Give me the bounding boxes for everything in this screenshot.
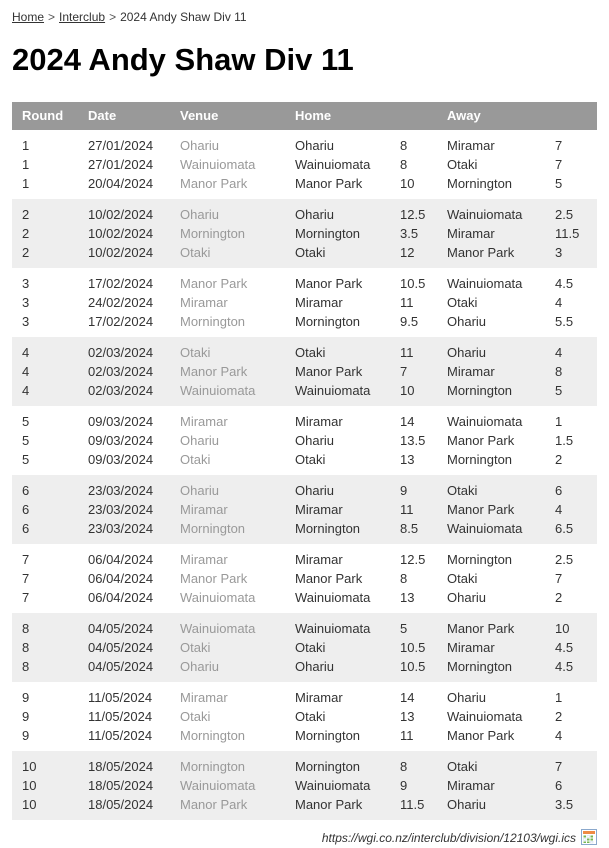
away-score-cell: 4.5 xyxy=(555,276,574,291)
home-team-cell: Ohariu xyxy=(295,207,335,222)
date-cell: 11/05/2024 xyxy=(88,690,153,705)
table-row xyxy=(12,155,597,174)
round-group xyxy=(12,475,597,544)
table-row xyxy=(12,312,597,337)
venue-cell: Wainuiomata xyxy=(180,157,256,172)
round-cell: 2 xyxy=(22,226,30,241)
home-score-cell: 11 xyxy=(400,345,414,360)
away-team-cell: Wainuiomata xyxy=(447,709,523,724)
round-group xyxy=(12,682,597,751)
round-cell: 1 xyxy=(22,138,30,153)
away-team-cell: Ohariu xyxy=(447,314,487,329)
venue-cell: Mornington xyxy=(180,728,246,743)
home-score-cell: 12.5 xyxy=(400,552,426,567)
breadcrumb-separator: > xyxy=(48,10,56,24)
calendar-icon[interactable] xyxy=(581,829,597,848)
away-score-cell: 2 xyxy=(555,452,563,467)
fixtures-table xyxy=(12,102,597,820)
ics-url-link[interactable]: https://wgi.co.nz/interclub/division/12103/wgi.ics xyxy=(321,831,576,845)
date-cell: 27/01/2024 xyxy=(88,157,154,172)
date-cell: 02/03/2024 xyxy=(88,364,154,379)
away-score-cell: 7 xyxy=(555,157,563,172)
away-team-cell: Otaki xyxy=(447,759,478,774)
round-cell: 1 xyxy=(22,176,30,191)
table-row xyxy=(12,293,597,312)
table-row xyxy=(12,337,597,362)
round-group xyxy=(12,268,597,337)
home-score-cell: 12.5 xyxy=(400,207,426,222)
column-header-round: Round xyxy=(12,102,78,130)
home-team-cell: Mornington xyxy=(295,728,361,743)
home-team-cell: Mornington xyxy=(295,314,361,329)
home-score-cell: 8 xyxy=(400,759,408,774)
venue-cell: Ohariu xyxy=(180,138,220,153)
round-cell: 5 xyxy=(22,452,30,467)
home-team-cell: Mornington xyxy=(295,226,361,241)
away-score-cell: 7 xyxy=(555,571,563,586)
date-cell: 02/03/2024 xyxy=(88,345,154,360)
away-team-cell: Wainuiomata xyxy=(447,414,523,429)
away-team-cell: Otaki xyxy=(447,157,478,172)
round-cell: 4 xyxy=(22,364,30,379)
round-cell: 6 xyxy=(22,483,30,498)
away-team-cell: Manor Park xyxy=(447,728,515,743)
away-team-cell: Wainuiomata xyxy=(447,207,523,222)
table-row xyxy=(12,243,597,268)
round-cell: 2 xyxy=(22,245,30,260)
home-team-cell: Wainuiomata xyxy=(295,621,371,636)
venue-cell: Wainuiomata xyxy=(180,590,256,605)
venue-cell: Manor Park xyxy=(180,176,248,191)
table-row xyxy=(12,707,597,726)
home-team-cell: Wainuiomata xyxy=(295,778,371,793)
date-cell: 09/03/2024 xyxy=(88,414,154,429)
venue-cell: Miramar xyxy=(180,295,228,310)
round-group xyxy=(12,199,597,268)
away-score-cell: 4 xyxy=(555,728,563,743)
venue-cell: Ohariu xyxy=(180,207,220,222)
home-score-cell: 8.5 xyxy=(400,521,419,536)
round-cell: 6 xyxy=(22,521,30,536)
venue-cell: Ohariu xyxy=(180,659,220,674)
round-cell: 7 xyxy=(22,552,30,567)
away-score-cell: 3 xyxy=(555,245,563,260)
away-score-cell: 7 xyxy=(555,759,563,774)
date-cell: 11/05/2024 xyxy=(88,728,153,743)
table-row xyxy=(12,613,597,638)
home-team-cell: Mornington xyxy=(295,759,361,774)
table-row xyxy=(12,406,597,431)
venue-cell: Wainuiomata xyxy=(180,778,256,793)
home-team-cell: Wainuiomata xyxy=(295,157,371,172)
date-cell: 24/02/2024 xyxy=(88,295,154,310)
table-row xyxy=(12,431,597,450)
round-cell: 9 xyxy=(22,728,30,743)
date-cell: 18/05/2024 xyxy=(88,778,154,793)
home-score-cell: 10.5 xyxy=(400,659,426,674)
round-cell: 8 xyxy=(22,659,30,674)
round-cell: 7 xyxy=(22,590,30,605)
home-score-cell: 7 xyxy=(400,364,408,379)
table-row xyxy=(12,500,597,519)
home-score-cell: 8 xyxy=(400,138,408,153)
home-score-cell: 8 xyxy=(400,157,408,172)
date-cell: 06/04/2024 xyxy=(88,571,154,586)
home-team-cell: Mornington xyxy=(295,521,361,536)
home-team-cell: Miramar xyxy=(295,502,343,517)
away-score-cell: 4.5 xyxy=(555,659,574,674)
table-row xyxy=(12,569,597,588)
home-team-cell: Ohariu xyxy=(295,138,335,153)
venue-cell: Manor Park xyxy=(180,797,248,812)
away-score-cell: 4.5 xyxy=(555,640,574,655)
venue-cell: Wainuiomata xyxy=(180,383,256,398)
home-team-cell: Ohariu xyxy=(295,483,335,498)
venue-cell: Mornington xyxy=(180,759,246,774)
venue-cell: Otaki xyxy=(180,452,211,467)
round-cell: 5 xyxy=(22,414,30,429)
venue-cell: Mornington xyxy=(180,521,246,536)
away-team-cell: Mornington xyxy=(447,176,513,191)
away-team-cell: Otaki xyxy=(447,483,478,498)
ics-footer xyxy=(12,829,597,848)
venue-cell: Otaki xyxy=(180,640,211,655)
away-score-cell: 1 xyxy=(555,690,563,705)
home-team-cell: Otaki xyxy=(295,640,326,655)
home-team-cell: Miramar xyxy=(295,690,343,705)
venue-cell: Miramar xyxy=(180,414,228,429)
away-team-cell: Manor Park xyxy=(447,245,515,260)
away-score-cell: 2 xyxy=(555,590,563,605)
table-row xyxy=(12,519,597,544)
home-score-cell: 13 xyxy=(400,590,415,605)
home-score-cell: 13 xyxy=(400,452,415,467)
date-cell: 23/03/2024 xyxy=(88,521,154,536)
away-team-cell: Miramar xyxy=(447,226,495,241)
table-row xyxy=(12,751,597,776)
breadcrumb-link-home[interactable]: Home xyxy=(12,10,45,24)
away-team-cell: Mornington xyxy=(447,383,513,398)
home-score-cell: 10 xyxy=(400,383,415,398)
table-row xyxy=(12,362,597,381)
date-cell: 04/05/2024 xyxy=(88,640,154,655)
round-cell: 9 xyxy=(22,690,30,705)
home-score-cell: 11.5 xyxy=(400,797,425,812)
home-score-cell: 9 xyxy=(400,778,408,793)
date-cell: 10/02/2024 xyxy=(88,207,154,222)
home-score-cell: 13 xyxy=(400,709,415,724)
round-cell: 10 xyxy=(22,797,37,812)
home-team-cell: Otaki xyxy=(295,709,326,724)
date-cell: 17/02/2024 xyxy=(88,276,154,291)
round-cell: 10 xyxy=(22,759,37,774)
venue-cell: Manor Park xyxy=(180,571,248,586)
table-row xyxy=(12,657,597,682)
page-title: 2024 Andy Shaw Div 11 xyxy=(12,42,354,77)
table-row xyxy=(12,381,597,406)
venue-cell: Otaki xyxy=(180,245,211,260)
home-team-cell: Manor Park xyxy=(295,276,363,291)
away-score-cell: 2 xyxy=(555,709,563,724)
venue-cell: Miramar xyxy=(180,502,228,517)
home-score-cell: 11 xyxy=(400,728,414,743)
round-group xyxy=(12,544,597,613)
date-cell: 23/03/2024 xyxy=(88,483,154,498)
home-score-cell: 9.5 xyxy=(400,314,419,329)
home-score-cell: 5 xyxy=(400,621,408,636)
away-score-cell: 1 xyxy=(555,414,563,429)
round-cell: 3 xyxy=(22,314,30,329)
table-row xyxy=(12,199,597,224)
table-row xyxy=(12,588,597,613)
table-row xyxy=(12,726,597,751)
column-header-home-score xyxy=(390,102,437,130)
date-cell: 18/05/2024 xyxy=(88,797,154,812)
away-team-cell: Ohariu xyxy=(447,345,487,360)
date-cell: 18/05/2024 xyxy=(88,759,154,774)
date-cell: 09/03/2024 xyxy=(88,433,154,448)
round-cell: 8 xyxy=(22,640,30,655)
away-team-cell: Wainuiomata xyxy=(447,521,523,536)
away-score-cell: 7 xyxy=(555,138,563,153)
home-score-cell: 8 xyxy=(400,571,408,586)
home-score-cell: 3.5 xyxy=(400,226,419,241)
away-score-cell: 5 xyxy=(555,176,563,191)
round-cell: 3 xyxy=(22,295,30,310)
date-cell: 27/01/2024 xyxy=(88,138,154,153)
date-cell: 11/05/2024 xyxy=(88,709,153,724)
table-row xyxy=(12,475,597,500)
away-score-cell: 4 xyxy=(555,345,563,360)
away-team-cell: Miramar xyxy=(447,778,495,793)
away-score-cell: 1.5 xyxy=(555,433,574,448)
away-score-cell: 3.5 xyxy=(555,797,574,812)
table-row xyxy=(12,224,597,243)
column-header-home: Home xyxy=(285,102,390,130)
column-header-date: Date xyxy=(78,102,170,130)
venue-cell: Manor Park xyxy=(180,276,248,291)
round-cell: 3 xyxy=(22,276,30,291)
away-team-cell: Otaki xyxy=(447,571,478,586)
table-row xyxy=(12,638,597,657)
date-cell: 10/02/2024 xyxy=(88,245,154,260)
table-row xyxy=(12,130,597,155)
away-score-cell: 8 xyxy=(555,364,563,379)
date-cell: 06/04/2024 xyxy=(88,552,154,567)
round-cell: 10 xyxy=(22,778,37,793)
away-team-cell: Manor Park xyxy=(447,433,515,448)
round-cell: 9 xyxy=(22,709,30,724)
column-header-away-score xyxy=(545,102,597,130)
table-header-row xyxy=(12,102,597,130)
venue-cell: Mornington xyxy=(180,226,246,241)
home-score-cell: 10.5 xyxy=(400,640,426,655)
home-team-cell: Wainuiomata xyxy=(295,383,371,398)
home-team-cell: Miramar xyxy=(295,414,343,429)
round-cell: 8 xyxy=(22,621,30,636)
venue-cell: Manor Park xyxy=(180,364,248,379)
date-cell: 06/04/2024 xyxy=(88,590,154,605)
round-group xyxy=(12,613,597,682)
away-team-cell: Otaki xyxy=(447,295,478,310)
venue-cell: Ohariu xyxy=(180,433,220,448)
breadcrumb xyxy=(12,10,597,25)
away-team-cell: Mornington xyxy=(447,552,513,567)
home-score-cell: 11 xyxy=(400,295,414,310)
breadcrumb-separator: > xyxy=(109,10,117,24)
venue-cell: Ohariu xyxy=(180,483,220,498)
away-team-cell: Manor Park xyxy=(447,502,515,517)
venue-cell: Wainuiomata xyxy=(180,621,256,636)
away-score-cell: 4 xyxy=(555,502,563,517)
home-score-cell: 12 xyxy=(400,245,415,260)
home-team-cell: Otaki xyxy=(295,345,326,360)
column-header-venue: Venue xyxy=(170,102,285,130)
home-score-cell: 14 xyxy=(400,690,415,705)
round-group xyxy=(12,751,597,820)
home-score-cell: 11 xyxy=(400,502,414,517)
round-group xyxy=(12,406,597,475)
home-team-cell: Otaki xyxy=(295,452,326,467)
venue-cell: Miramar xyxy=(180,552,228,567)
date-cell: 02/03/2024 xyxy=(88,383,154,398)
away-team-cell: Ohariu xyxy=(447,690,487,705)
home-score-cell: 10 xyxy=(400,176,415,191)
table-row xyxy=(12,776,597,795)
table-row xyxy=(12,795,597,820)
table-row xyxy=(12,544,597,569)
away-score-cell: 2.5 xyxy=(555,552,574,567)
home-team-cell: Manor Park xyxy=(295,364,363,379)
date-cell: 09/03/2024 xyxy=(88,452,154,467)
away-team-cell: Mornington xyxy=(447,452,513,467)
date-cell: 04/05/2024 xyxy=(88,659,154,674)
date-cell: 23/03/2024 xyxy=(88,502,154,517)
date-cell: 10/02/2024 xyxy=(88,226,154,241)
round-group xyxy=(12,337,597,406)
away-team-cell: Wainuiomata xyxy=(447,276,523,291)
away-score-cell: 10 xyxy=(555,621,570,636)
home-team-cell: Ohariu xyxy=(295,433,335,448)
away-score-cell: 6 xyxy=(555,483,563,498)
venue-cell: Miramar xyxy=(180,690,228,705)
away-team-cell: Miramar xyxy=(447,138,495,153)
round-cell: 1 xyxy=(22,157,30,172)
away-score-cell: 6 xyxy=(555,778,563,793)
round-group xyxy=(12,130,597,199)
date-cell: 04/05/2024 xyxy=(88,621,154,636)
away-team-cell: Ohariu xyxy=(447,590,487,605)
table-row xyxy=(12,174,597,199)
venue-cell: Mornington xyxy=(180,314,246,329)
venue-cell: Otaki xyxy=(180,345,211,360)
away-team-cell: Miramar xyxy=(447,364,495,379)
venue-cell: Otaki xyxy=(180,709,211,724)
away-score-cell: 2.5 xyxy=(555,207,574,222)
round-cell: 7 xyxy=(22,571,30,586)
round-cell: 4 xyxy=(22,345,30,360)
date-cell: 17/02/2024 xyxy=(88,314,154,329)
table-row xyxy=(12,682,597,707)
column-header-away: Away xyxy=(437,102,545,130)
away-team-cell: Ohariu xyxy=(447,797,487,812)
home-team-cell: Miramar xyxy=(295,295,343,310)
round-cell: 2 xyxy=(22,207,30,222)
breadcrumb-link-interclub[interactable]: Interclub xyxy=(59,10,106,24)
home-team-cell: Ohariu xyxy=(295,659,335,674)
round-cell: 6 xyxy=(22,502,30,517)
home-team-cell: Manor Park xyxy=(295,571,363,586)
away-team-cell: Manor Park xyxy=(447,621,515,636)
home-team-cell: Manor Park xyxy=(295,797,363,812)
home-team-cell: Otaki xyxy=(295,245,326,260)
home-team-cell: Wainuiomata xyxy=(295,590,371,605)
away-score-cell: 5 xyxy=(555,383,563,398)
home-team-cell: Manor Park xyxy=(295,176,363,191)
home-team-cell: Miramar xyxy=(295,552,343,567)
home-score-cell: 9 xyxy=(400,483,408,498)
away-score-cell: 5.5 xyxy=(555,314,574,329)
home-score-cell: 10.5 xyxy=(400,276,426,291)
home-score-cell: 14 xyxy=(400,414,415,429)
round-cell: 5 xyxy=(22,433,30,448)
away-score-cell: 11.5 xyxy=(555,226,580,241)
away-score-cell: 6.5 xyxy=(555,521,574,536)
date-cell: 20/04/2024 xyxy=(88,176,154,191)
away-team-cell: Miramar xyxy=(447,640,495,655)
breadcrumb-current: 2024 Andy Shaw Div 11 xyxy=(120,10,247,24)
table-row xyxy=(12,450,597,475)
home-score-cell: 13.5 xyxy=(400,433,426,448)
table-row xyxy=(12,268,597,293)
round-cell: 4 xyxy=(22,383,30,398)
away-team-cell: Mornington xyxy=(447,659,513,674)
away-score-cell: 4 xyxy=(555,295,563,310)
